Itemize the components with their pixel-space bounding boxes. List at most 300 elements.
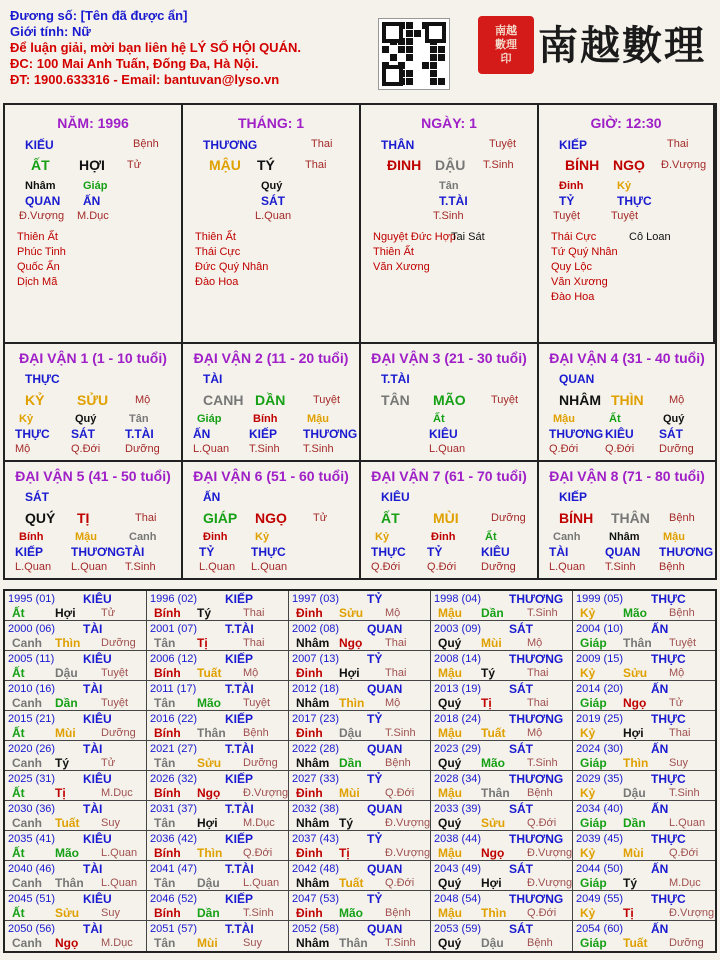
cycle-hidden-god: TÀI (549, 545, 569, 559)
year-stem: Quý (438, 696, 462, 710)
cycle-hidden-stem: Mậu (663, 531, 685, 543)
year-state: Q.Đới (243, 847, 273, 859)
luck-cycle-4 (539, 342, 715, 460)
year-branch: Hợi (197, 816, 218, 830)
year-stem: Đinh (296, 786, 323, 800)
year-god: KIÊU (83, 712, 112, 726)
year-label: 2054 (60) (576, 923, 624, 935)
year-cell (147, 921, 289, 951)
year-label: 2029 (35) (576, 773, 624, 785)
year-label: 2013 (19) (434, 683, 482, 695)
star-list (17, 230, 66, 290)
year-god: T.TÀI (225, 862, 254, 876)
year-cell (5, 891, 147, 921)
cycle-hidden-stem: Đinh (431, 531, 456, 543)
cycle-hidden-state: L.Quan (15, 561, 52, 573)
year-state: Tuyệt (669, 637, 697, 649)
year-label: 2051 (57) (150, 923, 198, 935)
year-cell (573, 741, 715, 771)
cycle-hidden-stem: Kỷ (255, 531, 270, 543)
year-state: Mộ (385, 697, 401, 709)
year-branch: Dần (55, 696, 78, 710)
cycle-god: T.TÀI (381, 372, 410, 386)
year-cell (147, 651, 289, 681)
cycle-hidden-stem: Mậu (307, 413, 329, 425)
cycle-title: ĐẠI VẬN 6 (51 - 60 tuổi) (193, 468, 349, 484)
year-god: SÁT (509, 862, 533, 876)
year-cell (289, 861, 431, 891)
hidden-stem-1: Nhâm (25, 180, 56, 192)
year-label: 2018 (24) (434, 713, 482, 725)
cycle-stem: ẤT (381, 510, 400, 526)
year-label: 2030 (36) (8, 803, 56, 815)
year-branch: Dậu (481, 936, 504, 950)
year-branch: Thìn (623, 756, 649, 770)
year-label: 2011 (17) (150, 683, 197, 695)
year-god: TÀI (83, 802, 103, 816)
year-label: 2044 (50) (576, 863, 624, 875)
pillar-title: GIỜ: 12:30 (590, 115, 662, 131)
cycle-hidden-state: L.Quan (429, 443, 466, 455)
year-cell (147, 681, 289, 711)
year-state: Q.Đới (669, 847, 699, 859)
year-god: ẤN (651, 622, 669, 636)
cycle-hidden-god: KIÊU (605, 427, 634, 441)
luck-cycle-7 (361, 460, 539, 578)
year-label: 2049 (55) (576, 893, 624, 905)
year-branch: Mùi (339, 786, 360, 800)
year-cell (573, 711, 715, 741)
year-state: Bệnh (527, 787, 553, 799)
year-state: T.Sinh (243, 907, 274, 919)
cycle-hidden-stem: Mậu (75, 531, 97, 543)
year-label: 2023 (29) (434, 743, 482, 755)
year-label: 2048 (54) (434, 893, 482, 905)
pillar-title: THÁNG: 1 (237, 115, 305, 131)
year-cell (147, 801, 289, 831)
year-stem: Quý (438, 876, 462, 890)
star-name: Nguyệt Đức Hợp (373, 231, 457, 243)
year-label: 2022 (28) (292, 743, 340, 755)
year-branch: Tý (623, 876, 638, 890)
year-god: SÁT (509, 802, 533, 816)
pillar-2 (361, 105, 539, 342)
year-cell (573, 861, 715, 891)
year-cell (431, 711, 573, 741)
cycle-hidden-state: T.Sinh (303, 443, 334, 455)
year-stem: Nhâm (296, 696, 330, 710)
year-state: Dưỡng (101, 727, 136, 739)
year-branch: Dậu (623, 786, 646, 800)
year-cell (431, 591, 573, 621)
year-stem: Tân (154, 876, 176, 890)
year-cell (289, 711, 431, 741)
year-stem: Mậu (438, 606, 462, 620)
year-branch: Thìn (481, 906, 507, 920)
year-label: 2037 (43) (292, 833, 340, 845)
year-stem: Mậu (438, 846, 462, 860)
year-god: TÀI (83, 622, 103, 636)
year-stem: Canh (12, 696, 42, 710)
year-cell (147, 861, 289, 891)
year-stem: Quý (438, 636, 462, 650)
year-branch: Thân (55, 876, 84, 890)
cycle-hidden-state: Bệnh (659, 561, 685, 573)
cycle-hidden-state: Dưỡng (659, 443, 694, 455)
cycle-god: KIẾP (559, 490, 588, 504)
year-stem: Tân (154, 696, 176, 710)
qr-module (398, 46, 405, 53)
year-label: 2010 (16) (8, 683, 56, 695)
cycle-hidden-state: Dưỡng (125, 443, 160, 455)
year-label: 2035 (41) (8, 833, 56, 845)
cycle-hidden-stem: Ất (433, 413, 445, 425)
cycle-hidden-stem: Tân (129, 413, 149, 425)
year-label: 1999 (05) (576, 593, 624, 605)
year-label: 2050 (56) (8, 923, 56, 935)
year-label: 1998 (04) (434, 593, 482, 605)
year-branch: Thìn (339, 696, 365, 710)
cycle-hidden-god: KIẾP (249, 427, 278, 441)
pillar-stem: ẤT (31, 157, 50, 173)
year-branch: Ngọ (339, 636, 363, 650)
year-god: TÀI (83, 922, 103, 936)
qr-module (430, 78, 437, 85)
year-god: KIẾP (225, 592, 254, 606)
pillar-branch: NGỌ (613, 157, 645, 173)
cycle-hidden-stem: Ất (485, 531, 497, 543)
year-cell (5, 651, 147, 681)
year-state: T.Sinh (385, 727, 416, 739)
qr-module (438, 78, 445, 85)
cycle-hidden-god: TỶ (427, 545, 443, 559)
qr-module (422, 62, 429, 69)
year-branch: Dậu (197, 876, 220, 890)
cycle-hidden-state: Mộ (15, 443, 31, 455)
year-branch: Mùi (623, 846, 644, 860)
year-state: Đ.Vượng (527, 877, 573, 889)
star-name-right: Tai Sát (451, 231, 485, 243)
hidden-state-2: Tuyệt (611, 210, 639, 222)
year-stem: Kỷ (580, 846, 596, 860)
year-state: Thai (669, 727, 691, 739)
year-cell (5, 621, 147, 651)
year-label: 2036 (42) (150, 833, 198, 845)
year-god: KIÊU (83, 652, 112, 666)
chart-header (10, 8, 370, 88)
year-branch: Dậu (339, 726, 362, 740)
year-stem: Mậu (438, 906, 462, 920)
star-name: Phúc Tinh (17, 246, 66, 258)
owner-name: Đương số: [Tên đã được ẩn] (10, 8, 188, 23)
year-branch: Hợi (623, 726, 644, 740)
pillar-1 (183, 105, 361, 342)
year-state: Tuyệt (243, 697, 271, 709)
year-god: KIẾP (225, 712, 254, 726)
year-state: Bệnh (385, 757, 411, 769)
cycle-state: Dưỡng (491, 512, 526, 524)
star-name: Văn Xương (551, 276, 608, 288)
year-stem: Bính (154, 846, 181, 860)
year-cell (573, 651, 715, 681)
cycle-hidden-god: KIẾP (15, 545, 44, 559)
year-state: M.Dục (669, 877, 701, 889)
year-cell (431, 621, 573, 651)
year-label: 1997 (03) (292, 593, 340, 605)
hidden-stem-2: Giáp (83, 180, 108, 192)
year-stem: Ất (12, 726, 25, 740)
hidden-state-1: L.Quan (255, 210, 292, 222)
qr-module (406, 22, 413, 29)
pillar-top-state: Bệnh (133, 138, 159, 150)
year-stem: Giáp (580, 816, 607, 830)
cycle-hidden-state: Q.Đới (549, 443, 579, 455)
year-god: THƯƠNG (509, 772, 564, 786)
cycle-hidden-god: THƯƠNG (71, 545, 126, 559)
cycle-title: ĐẠI VẬN 2 (11 - 20 tuổi) (193, 350, 349, 366)
year-cell (147, 711, 289, 741)
hidden-state-1: Đ.Vượng (19, 210, 65, 222)
year-label: 2033 (39) (434, 803, 482, 815)
hidden-god-1: QUAN (25, 194, 61, 208)
year-stem: Đinh (296, 666, 323, 680)
qr-code (378, 18, 450, 90)
year-branch: Tý (481, 666, 496, 680)
year-state: Mộ (385, 607, 401, 619)
year-cell (147, 891, 289, 921)
year-stem: Mậu (438, 666, 462, 680)
year-branch: Sửu (481, 816, 506, 830)
year-state: T.Sinh (385, 937, 416, 949)
year-cell (431, 681, 573, 711)
qr-module (430, 70, 437, 77)
qr-module (438, 54, 445, 61)
year-stem: Bính (154, 666, 181, 680)
luck-cycle-5 (5, 460, 183, 578)
cycle-god: TÀI (203, 372, 223, 386)
cycle-hidden-stem: Ất (609, 413, 621, 425)
star-name: Thái Cực (551, 231, 597, 243)
cycle-hidden-stem: Canh (129, 531, 157, 543)
pillar-top-state: Tuyệt (489, 138, 517, 150)
year-cell (5, 681, 147, 711)
year-branch: Thân (623, 636, 652, 650)
year-god: T.TÀI (225, 742, 254, 756)
year-god: ẤN (651, 802, 669, 816)
year-label: 1996 (02) (150, 593, 198, 605)
year-label: 2006 (12) (150, 653, 198, 665)
hidden-state-1: Tuyệt (553, 210, 581, 222)
year-branch: Tý (339, 816, 354, 830)
cycle-hidden-state: T.Sinh (605, 561, 636, 573)
year-branch: Hợi (339, 666, 360, 680)
year-branch: Tuất (55, 816, 80, 830)
year-state: T.Sinh (669, 787, 700, 799)
star-list (551, 230, 618, 305)
cycle-hidden-state: Q.Đới (71, 443, 101, 455)
year-label: 2032 (38) (292, 803, 340, 815)
contact-phone-email: ĐT: 1900.633316 - Email: bantuvan@lyso.vn (10, 72, 280, 87)
cycle-branch: DẦN (255, 392, 286, 408)
year-cell (289, 801, 431, 831)
pillar-stem: ĐINH (387, 157, 422, 173)
year-label: 2004 (10) (576, 623, 624, 635)
qr-finder (425, 22, 446, 43)
year-cell (289, 921, 431, 951)
year-god: KIẾP (225, 892, 254, 906)
year-cell (573, 591, 715, 621)
year-stem: Kỷ (580, 786, 596, 800)
cycle-god: ẤN (203, 490, 221, 504)
cycle-hidden-god: THỰC (15, 427, 50, 441)
year-stem: Bính (154, 726, 181, 740)
year-god: THỰC (651, 832, 686, 846)
year-label: 2017 (23) (292, 713, 340, 725)
year-stem: Canh (12, 636, 42, 650)
cycle-stem: KỶ (25, 392, 45, 408)
cycle-hidden-stem: Kỷ (19, 413, 34, 425)
year-branch: Dần (623, 816, 646, 830)
pillar-title: NĂM: 1996 (57, 115, 129, 131)
year-state: T.Sinh (527, 607, 558, 619)
year-god: KIẾP (225, 652, 254, 666)
year-god: ẤN (651, 922, 669, 936)
year-stem: Bính (154, 906, 181, 920)
year-cell (431, 831, 573, 861)
cycle-hidden-god: SÁT (71, 427, 95, 441)
cycle-hidden-stem: Canh (553, 531, 581, 543)
year-god: THƯƠNG (509, 832, 564, 846)
year-branch: Sửu (339, 606, 364, 620)
year-label: 2015 (21) (8, 713, 56, 725)
year-stem: Tân (154, 816, 176, 830)
year-branch: Tị (623, 906, 634, 920)
pillar-top-state: Thai (667, 138, 689, 150)
year-god: KIẾP (225, 832, 254, 846)
year-cell (147, 771, 289, 801)
year-state: Tử (101, 757, 116, 769)
year-cell (289, 771, 431, 801)
cycle-hidden-state: L.Quan (549, 561, 586, 573)
year-stem: Mậu (438, 786, 462, 800)
cycle-hidden-god: ẤN (193, 427, 211, 441)
qr-module (414, 30, 421, 37)
cycle-hidden-state: T.Sinh (125, 561, 156, 573)
year-state: L.Quan (669, 817, 706, 829)
year-stem: Giáp (580, 936, 607, 950)
year-state: Đ.Vượng (385, 817, 431, 829)
chart-grid (3, 103, 717, 580)
cycle-hidden-stem: Mậu (553, 413, 575, 425)
year-label: 2012 (18) (292, 683, 340, 695)
year-cell (431, 921, 573, 951)
year-stem: Tân (154, 756, 176, 770)
year-cell (573, 681, 715, 711)
cycle-title: ĐẠI VẬN 3 (21 - 30 tuổi) (371, 350, 527, 366)
pillar-top-god: KIẾU (25, 138, 54, 152)
year-cell (573, 891, 715, 921)
cycle-god: KIÊU (381, 490, 410, 504)
cycle-hidden-state: Q.Đới (427, 561, 457, 573)
cycle-hidden-god: KIÊU (481, 545, 510, 559)
year-god: SÁT (509, 922, 533, 936)
pillar-branch-state: T.Sinh (483, 159, 514, 171)
cycle-hidden-stem: Giáp (197, 413, 222, 425)
year-branch: Ngọ (197, 786, 221, 800)
cycle-hidden-stem: Đinh (203, 531, 228, 543)
year-branch: Tị (481, 696, 492, 710)
cycle-hidden-state: Q.Đới (605, 443, 635, 455)
year-god: SÁT (509, 622, 533, 636)
cycle-hidden-god: TÀI (125, 545, 145, 559)
year-label: 2007 (13) (292, 653, 340, 665)
year-state: M.Dục (101, 787, 133, 799)
year-cell (5, 831, 147, 861)
hidden-god-1: T.TÀI (439, 194, 468, 208)
cycle-state: Mộ (135, 394, 151, 406)
luck-cycle-1 (5, 342, 183, 460)
cycle-hidden-god: KIÊU (429, 427, 458, 441)
cycle-hidden-state: Dưỡng (481, 561, 516, 573)
year-god: QUAN (367, 922, 403, 936)
luck-cycle-2 (183, 342, 361, 460)
year-label: 2000 (06) (8, 623, 56, 635)
hidden-god-1: TỶ (559, 194, 575, 208)
year-god: TỶ (367, 712, 383, 726)
pillar-title: NGÀY: 1 (421, 115, 477, 131)
hidden-god-2: THỰC (617, 194, 652, 208)
qr-module (430, 46, 437, 53)
year-stem: Kỷ (580, 606, 596, 620)
cycle-state: Tuyệt (491, 394, 519, 406)
year-cell (573, 621, 715, 651)
cycle-stem: CANH (203, 392, 244, 408)
pillar-branch-state: Thai (305, 159, 327, 171)
year-cell (289, 891, 431, 921)
cycle-stem: GIÁP (203, 510, 238, 526)
year-god: TÀI (83, 862, 103, 876)
star-name: Dịch Mã (17, 276, 58, 288)
year-label: 2038 (44) (434, 833, 482, 845)
year-label: 2021 (27) (150, 743, 198, 755)
hidden-stem-1: Đinh (559, 180, 584, 192)
year-label: 2031 (37) (150, 803, 198, 815)
year-stem: Nhâm (296, 816, 330, 830)
year-god: TỶ (367, 892, 383, 906)
pillar-stem: BÍNH (565, 157, 600, 173)
year-cell (289, 681, 431, 711)
year-state: Bệnh (385, 907, 411, 919)
pillar-branch-state: Tử (127, 159, 142, 171)
cycle-hidden-stem: Quý (75, 413, 97, 425)
star-name: Tứ Quý Nhân (551, 246, 618, 258)
brand-logo: 南越數理 (538, 22, 706, 69)
year-stem: Mậu (438, 726, 462, 740)
year-label: 2024 (30) (576, 743, 624, 755)
year-cell (147, 831, 289, 861)
pillar-top-god: KIẾP (559, 138, 588, 152)
year-state: Mộ (243, 667, 259, 679)
qr-module (406, 78, 413, 85)
year-state: Thai (243, 637, 265, 649)
year-god: ẤN (651, 682, 669, 696)
year-label: 2047 (53) (292, 893, 340, 905)
year-god: QUAN (367, 802, 403, 816)
year-cell (5, 921, 147, 951)
year-stem: Đinh (296, 846, 323, 860)
cycle-branch: SỬU (77, 392, 109, 408)
year-label: 1995 (01) (8, 593, 56, 605)
